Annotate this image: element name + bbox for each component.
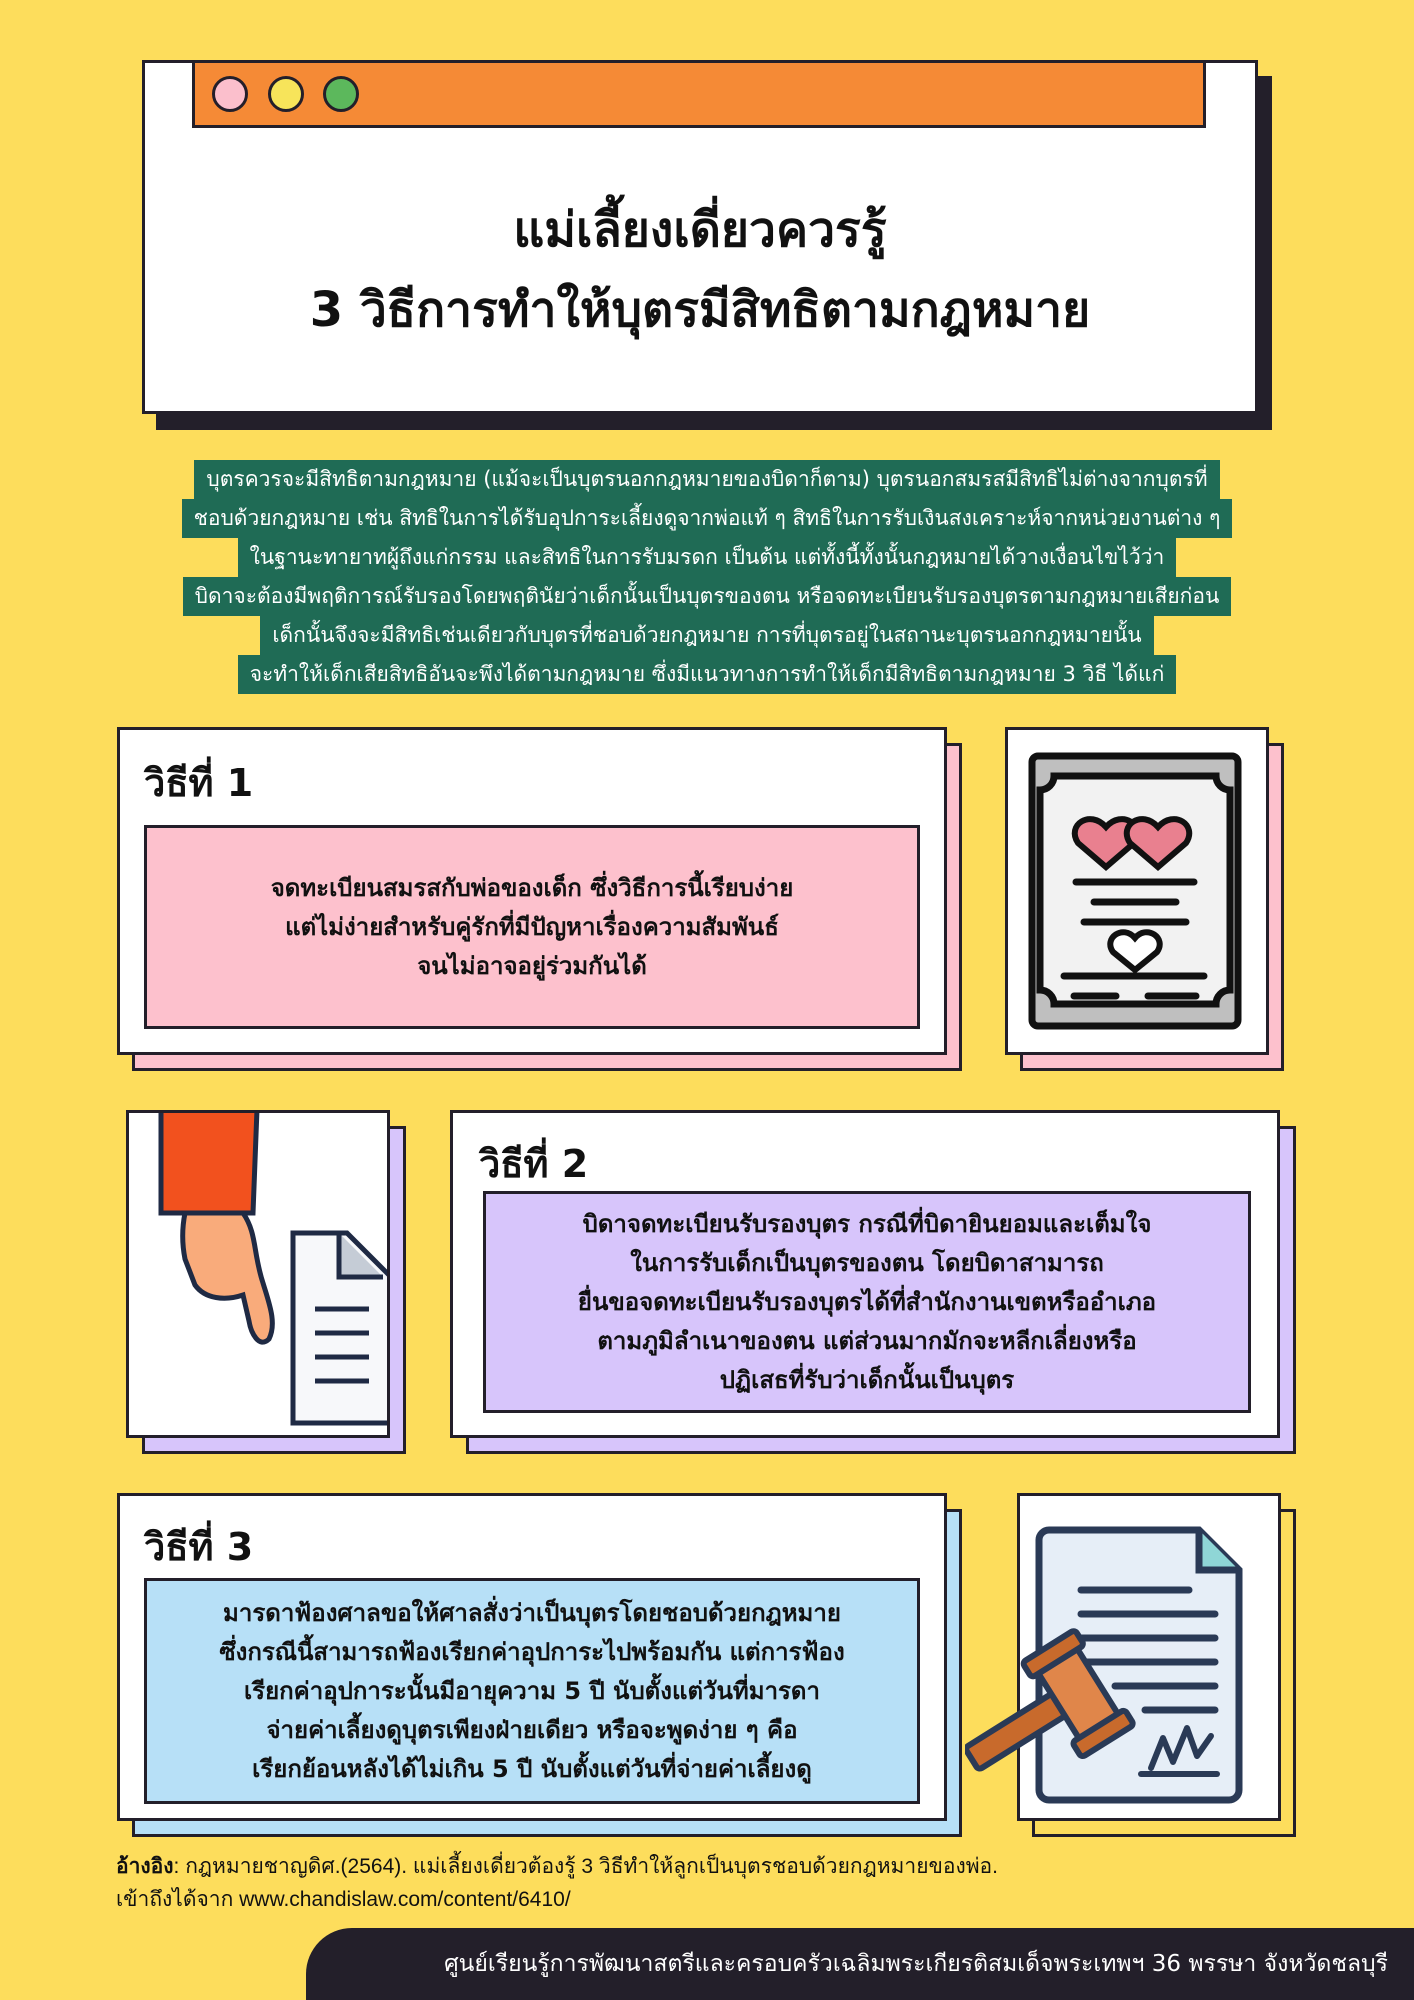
window-dot-green [323, 76, 359, 112]
method-2-label: วิธีที่ 2 [479, 1142, 589, 1186]
method-3-text-line: เรียกค่าอุปการะนั้นมีอายุความ 5 ปี นับตั้งแต่วันที่มารดา [243, 1676, 820, 1705]
method-2-text-line: ในการรับเด็กเป็นบุตรของตน โดยบิดาสามารถ [630, 1248, 1104, 1277]
reference-prefix: อ้างอิง [116, 1855, 174, 1878]
reference-text: : กฎหมายชาญดิศ.(2564). แม่เลี้ยงเดี่ยวต้องรู้ 3 วิธีทำให้ลูกเป็นบุตรชอบด้วยกฎหมายของพ่อ. [173, 1855, 999, 1878]
window-dot-yellow [268, 76, 304, 112]
method-2-text-line: ตามภูมิลำเนาของตน แต่ส่วนมากมักจะหลีกเลี่ยงหรือ [597, 1326, 1137, 1355]
hand-document-icon [129, 1113, 387, 1435]
title-line-1: แม่เลี้ยงเดี่ยวควรรู้ [513, 202, 887, 258]
intro-line: ในฐานะทายาทผู้ถึงแก่กรรม และสิทธิในการรับมรดก เป็นต้น แต่ทั้งนี้ทั้งนั้นกฎหมายได้วางเงื่อนไขไว้ว่า [238, 538, 1177, 577]
method-3-card [117, 1493, 947, 1821]
window-dot-pink [212, 76, 248, 112]
intro-line: จะทำให้เด็กเสียสิทธิอันจะพึงได้ตามกฎหมาย ซึ่งมีแนวทางการทำให้เด็กมีสิทธิตามกฎหมาย 3 วิธี ได้แก่ [238, 655, 1177, 694]
intro-line: บุตรควรจะมีสิทธิตามกฎหมาย (แม้จะเป็นบุตรนอกกฎหมายของบิดาก็ตาม) บุตรนอกสมรสมีสิทธิไม่ต่างจากบุตรที่ [194, 460, 1219, 499]
certificate-card [1005, 727, 1269, 1055]
method-1-label: วิธีที่ 1 [144, 761, 254, 805]
method-1-description-box [144, 825, 920, 1029]
method-2-text-line: ปฏิเสธที่รับว่าเด็กนั้นเป็นบุตร [719, 1365, 1015, 1394]
intro-paragraph [100, 460, 1314, 694]
title-line-2: 3 วิธีการทำให้บุตรมีสิทธิตามกฎหมาย [309, 282, 1091, 338]
method-1-text-line: จดทะเบียนสมรสกับพ่อของเด็ก ซึ่งวิธีการนี้เรียบง่าย [270, 873, 794, 902]
reference-access: เข้าถึงได้จาก www.chandislaw.com/content/6410/ [116, 1888, 571, 1911]
method-3-text-line: ซึ่งกรณีนี้สามารถฟ้องเรียกค่าอุปการะไปพร้อมกัน แต่การฟ้อง [219, 1637, 845, 1666]
method-3-label: วิธีที่ 3 [144, 1525, 254, 1569]
method-1-text-line: แต่ไม่ง่ายสำหรับคู่รักที่มีปัญหาเรื่องความสัมพันธ์ [285, 912, 779, 941]
footer-organization: ศูนย์เรียนรู้การพัฒนาสตรีและครอบครัวเฉลิมพระเกียรติสมเด็จพระเทพฯ 36 พรรษา จังหวัดชลบุรี [306, 1928, 1414, 2000]
certificate-icon [1028, 752, 1242, 1030]
gavel-document-icon [965, 1510, 1265, 1810]
intro-line: บิดาจะต้องมีพฤติการณ์รับรองโดยพฤตินัยว่าเด็กนั้นเป็นบุตรของตน หรือจดทะเบียนรับรองบุตรตามกฎหมายเสียก่อน [183, 577, 1232, 616]
method-3-text-line: เรียกย้อนหลังได้ไม่เกิน 5 ปี นับตั้งแต่วันที่จ่ายค่าเลี้ยงดู [252, 1754, 812, 1783]
intro-line: เด็กนั้นจึงจะมีสิทธิเช่นเดียวกับบุตรที่ชอบด้วยกฎหมาย การที่บุตรอยู่ในสถานะบุตรนอกกฎหมายนั้น [260, 616, 1153, 655]
intro-line: ชอบด้วยกฎหมาย เช่น สิทธิในการได้รับอุปการะเลี้ยงดูจากพ่อแท้ ๆ สิทธิในการรับเงินสงเคราะห์จากหน่วยงานต่าง ๆ [182, 499, 1233, 538]
page-title [142, 190, 1258, 350]
method-1-card [117, 727, 947, 1055]
method-1-text-line: จนไม่อาจอยู่ร่วมกันได้ [417, 951, 647, 980]
method-2-text-line: บิดาจดทะเบียนรับรองบุตร กรณีที่บิดายินยอมและเต็มใจ [582, 1209, 1152, 1238]
method-2-description-box [483, 1191, 1251, 1413]
method-3-description-box [144, 1578, 920, 1804]
reference [116, 1850, 1116, 1916]
hand-card [126, 1110, 390, 1438]
method-2-card [450, 1110, 1280, 1438]
method-2-text-line: ยื่นขอจดทะเบียนรับรองบุตรได้ที่สำนักงานเขตหรืออำเภอ [577, 1287, 1157, 1316]
method-3-text-line: จ่ายค่าเลี้ยงดูบุตรเพียงฝ่ายเดียว หรือจะพูดง่าย ๆ คือ [266, 1715, 798, 1744]
method-3-text-line: มารดาฟ้องศาลขอให้ศาลสั่งว่าเป็นบุตรโดยชอบด้วยกฎหมาย [223, 1598, 841, 1627]
